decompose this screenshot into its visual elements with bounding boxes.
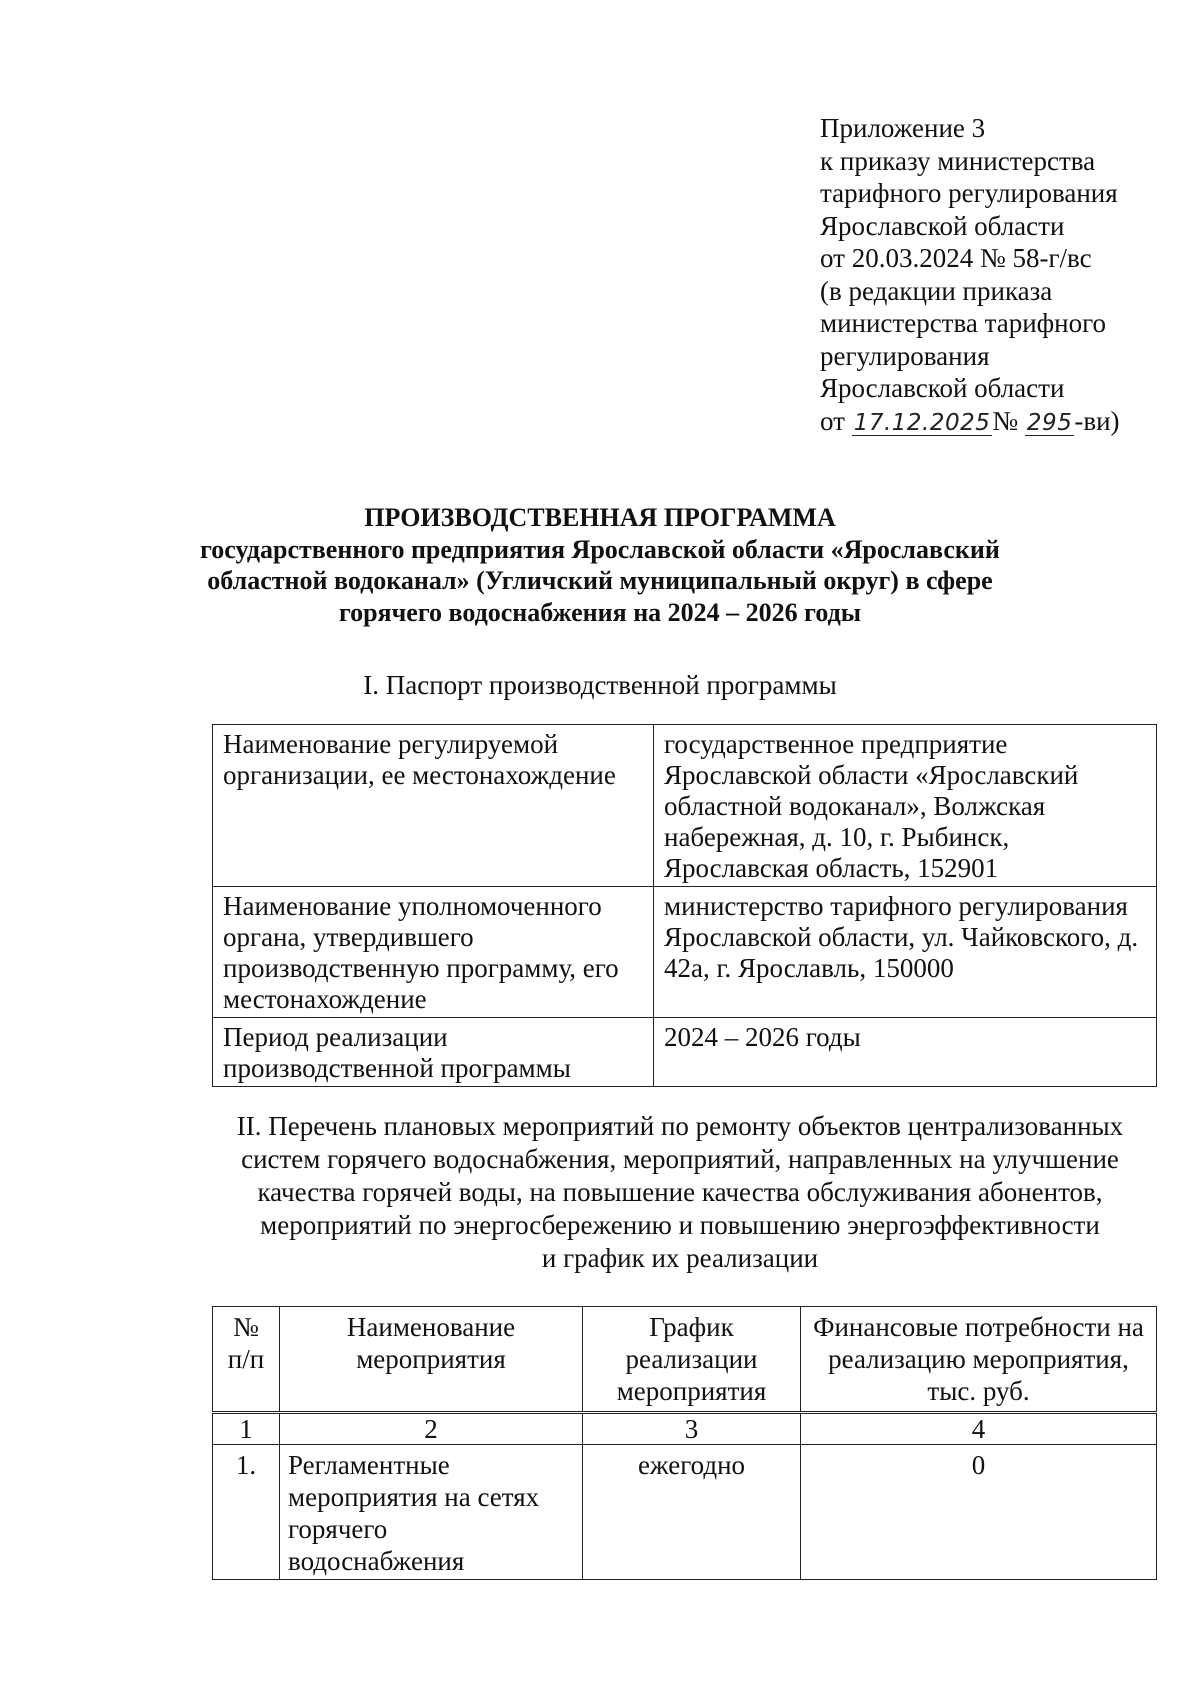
appendix-line: регулирования <box>820 340 990 371</box>
handwritten-date: 17.12.2025 <box>853 409 991 436</box>
appendix-line: Приложение 3 <box>820 113 986 143</box>
appendix-date-suffix: -ви) <box>1074 405 1120 436</box>
section-heading-line: I. Паспорт производственной программы <box>363 670 837 700</box>
section-heading-line: систем горячего водоснабжения, мероприятий, направленных на улучшение <box>241 1144 1119 1174</box>
passport-value: государственное предприятие Ярославской области «Ярославский областной водоканал», Волжская набережная, д. 10, г. Рыбинск, Ярославская область, 152901 <box>654 725 1157 887</box>
table-row <box>213 1018 1157 1087</box>
measure-name: Регламентные мероприятия на сетях горячего водоснабжения <box>280 1445 583 1580</box>
section-heading-line: мероприятий по энергосбережению и повышению энергоэффективности <box>260 1210 1100 1240</box>
passport-value: министерство тарифного регулирования Ярославской области, ул. Чайковского, д. 42а, г. Ярославль, 150000 <box>654 887 1157 1018</box>
column-number-row <box>213 1413 1157 1445</box>
row-number: 1. <box>213 1445 280 1580</box>
column-header: Финансовые потребности на реализацию мероприятия, тыс. руб. <box>801 1307 1157 1413</box>
column-header: График реализации мероприятия <box>583 1307 801 1413</box>
measure-cost: 0 <box>801 1445 1157 1580</box>
appendix-date-prefix: от <box>820 405 845 436</box>
section1-heading <box>150 669 1050 702</box>
appendix-line: тарифного регулирования <box>820 178 1118 208</box>
appendix-line: к приказу министерства <box>820 145 1096 176</box>
passport-label: Наименование уполномоченного органа, утвердившего производственную программу, его местонахождение <box>213 887 654 1018</box>
passport-value: 2024 – 2026 годы <box>654 1018 1157 1087</box>
measures-table <box>212 1306 1157 1580</box>
title-line: государственного предприятия Ярославской области «Ярославский <box>200 534 1000 564</box>
title-line: ПРОИЗВОДСТВЕННАЯ ПРОГРАММА <box>364 503 836 532</box>
section-heading-line: качества горячей воды, на повышение качества обслуживания абонентов, <box>257 1177 1103 1207</box>
table-row <box>213 1445 1157 1580</box>
appendix-line: Ярославской области <box>820 373 1065 403</box>
passport-label: Период реализации производственной программы <box>213 1018 654 1087</box>
appendix-line: министерства тарифного <box>820 308 1107 338</box>
document-title <box>150 502 1050 628</box>
title-line: горячего водоснабжения на 2024 – 2026 годы <box>338 597 862 627</box>
passport-label: Наименование регулируемой организации, ее местонахождение <box>213 725 654 887</box>
number-sign: № <box>992 405 1019 436</box>
table-row <box>213 887 1157 1018</box>
column-number: 4 <box>801 1413 1157 1445</box>
title-line: областной водоканал» (Угличский муниципальный округ) в сфере <box>207 566 993 595</box>
table-header-row <box>213 1307 1157 1413</box>
column-header: Наименование мероприятия <box>280 1307 583 1413</box>
table-row <box>213 725 1157 887</box>
appendix-date-line <box>820 405 1120 438</box>
section-heading-line: II. Перечень плановых мероприятий по ремонту объектов централизованных <box>236 1111 1124 1141</box>
section2-heading <box>200 1110 1160 1275</box>
column-header: № п/п <box>213 1307 280 1413</box>
passport-table <box>212 724 1157 1087</box>
measure-schedule: ежегодно <box>583 1445 801 1580</box>
section-heading-line: и график их реализации <box>541 1243 819 1273</box>
handwritten-number: 295 <box>1026 409 1073 436</box>
appendix-line: Ярославской области <box>820 210 1065 241</box>
column-number: 1 <box>213 1413 280 1445</box>
appendix-block <box>820 112 1120 437</box>
column-number: 2 <box>280 1413 583 1445</box>
column-number: 3 <box>583 1413 801 1445</box>
appendix-line: от 20.03.2024 № 58-г/вс <box>820 243 1092 273</box>
appendix-line: (в редакции приказа <box>820 275 1053 306</box>
